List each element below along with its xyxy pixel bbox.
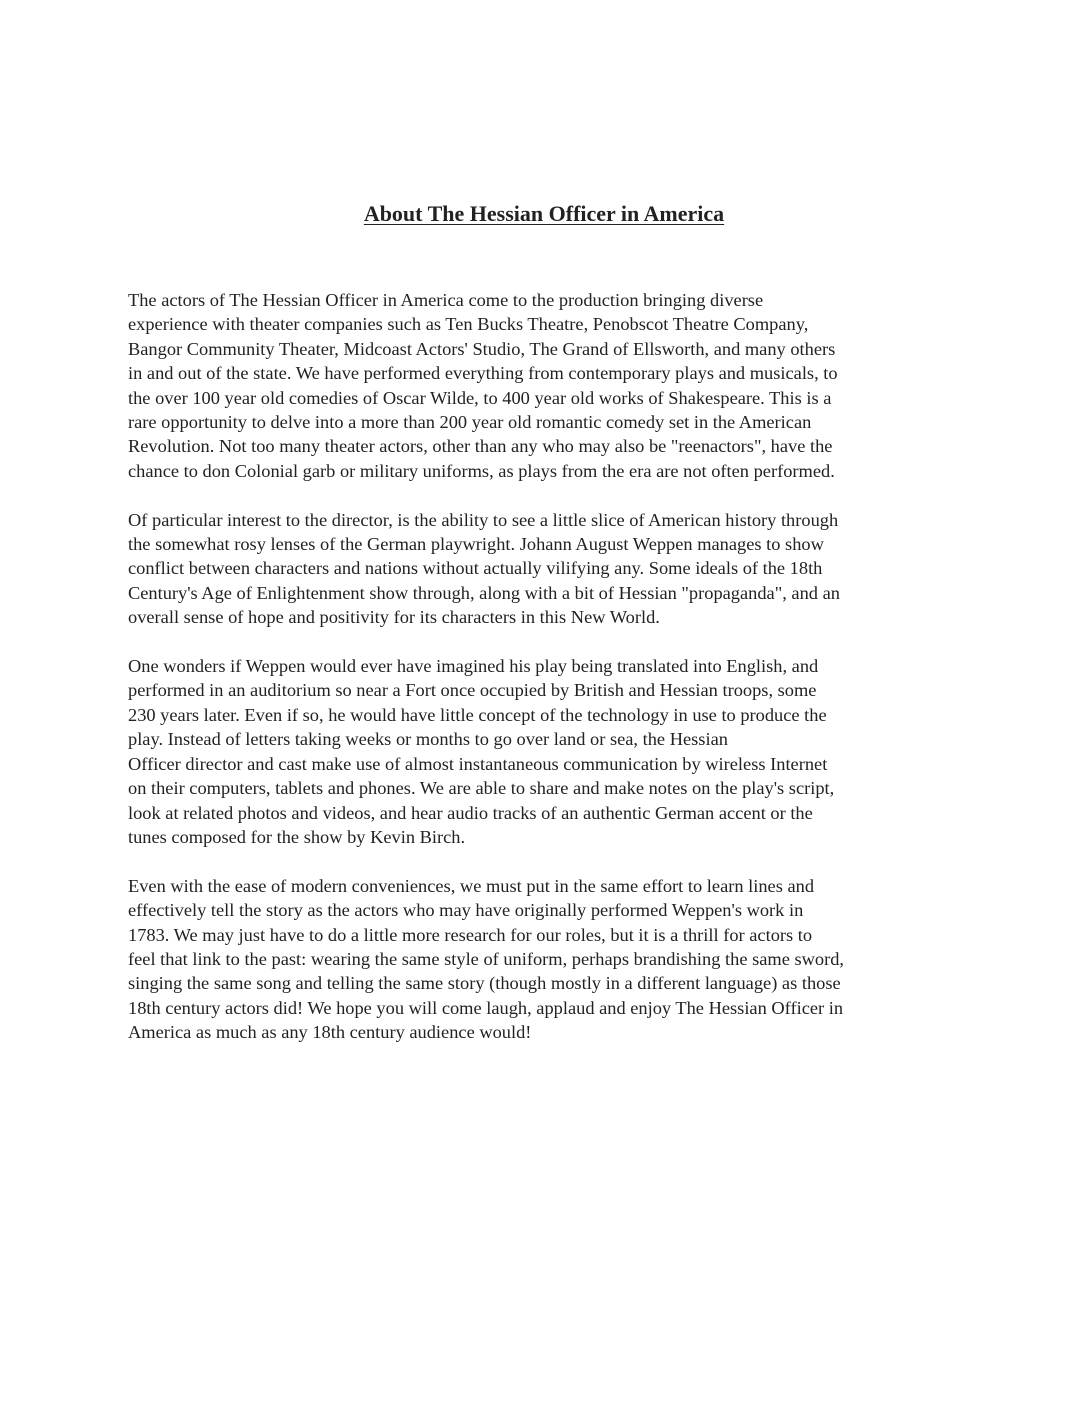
title-prefix: About bbox=[363, 201, 428, 226]
body-text bbox=[128, 288, 966, 1069]
text-line: Officer director and cast make use of almost instantaneous communication by wireless Internet bbox=[128, 753, 828, 774]
paragraph-4 bbox=[128, 874, 966, 1045]
text-line: chance to don Colonial garb or military uniforms, as plays from the era are not often performed. bbox=[128, 460, 835, 481]
text-line: Century's Age of Enlightenment show through, along with a bit of Hessian "propaganda", and an bbox=[128, 582, 840, 603]
text-line: Revolution. Not too many theater actors, other than any who may also be "reenactors", have the bbox=[128, 436, 833, 457]
text-line: performed in an auditorium so near a Fort once occupied by British and Hessian troops, some bbox=[128, 680, 817, 701]
text-line: tunes composed for the show by Kevin Birch. bbox=[128, 826, 466, 847]
paragraph-3 bbox=[128, 654, 966, 849]
text-line: overall sense of hope and positivity for its characters in this New World. bbox=[128, 607, 660, 628]
text-line: experience with theater companies such as Ten Bucks Theatre, Penobscot Theatre Company, bbox=[128, 314, 809, 335]
text-line: Even with the ease of modern conveniences, we must put in the same effort to learn lines and bbox=[128, 875, 815, 896]
text-line: the over 100 year old comedies of Oscar Wilde, to 400 year old works of Shakespeare. This is a bbox=[128, 387, 832, 408]
text-line: Of particular interest to the director, is the ability to see a little slice of American history through bbox=[128, 509, 839, 530]
text-line: One wonders if Weppen would ever have imagined his play being translated into English, and bbox=[128, 656, 819, 677]
paragraph-1 bbox=[128, 288, 966, 483]
paragraph-2 bbox=[128, 508, 966, 630]
text-line: the somewhat rosy lenses of the German playwright. Johann August Weppen manages to show bbox=[128, 534, 824, 555]
text-line: 230 years later. Even if so, he would have little concept of the technology in use to produce the bbox=[128, 704, 827, 725]
text-line: 18th century actors did! We hope you will come laugh, applaud and enjoy The Hessian Officer in bbox=[128, 997, 844, 1018]
title-underline bbox=[364, 201, 724, 226]
text-line: effectively tell the story as the actors who may have originally performed Weppen's work in bbox=[128, 900, 804, 921]
text-line: play. Instead of letters taking weeks or months to go over land or sea, the Hessian bbox=[128, 729, 728, 750]
text-line: 1783. We may just have to do a little more research for our roles, but it is a thrill for actors to bbox=[128, 924, 813, 945]
page-title bbox=[0, 200, 1088, 228]
text-line: look at related photos and videos, and hear audio tracks of an authentic German accent or the bbox=[128, 802, 813, 823]
text-line: The actors of The Hessian Officer in America come to the production bringing diverse bbox=[128, 290, 764, 310]
text-line: on their computers, tablets and phones. We are able to share and make notes on the play's script, bbox=[128, 778, 835, 799]
text-line: America as much as any 18th century audience would! bbox=[128, 1022, 532, 1043]
text-line: feel that link to the past: wearing the same style of uniform, perhaps brandishing the same sword, bbox=[128, 948, 845, 969]
text-line: rare opportunity to delve into a more than 200 year old romantic comedy set in the American bbox=[128, 412, 812, 433]
title-bold-text: The Hessian Officer in America bbox=[427, 201, 725, 226]
text-line: conflict between characters and nations without actually vilifying any. Some ideals of the 18th bbox=[128, 558, 823, 579]
text-line: in and out of the state. We have performed everything from contemporary plays and musicals, to bbox=[128, 363, 838, 384]
text-line: singing the same song and telling the same story (though mostly in a different language) as those bbox=[128, 973, 841, 994]
text-line: Bangor Community Theater, Midcoast Actors' Studio, The Grand of Ellsworth, and many others bbox=[128, 338, 836, 359]
